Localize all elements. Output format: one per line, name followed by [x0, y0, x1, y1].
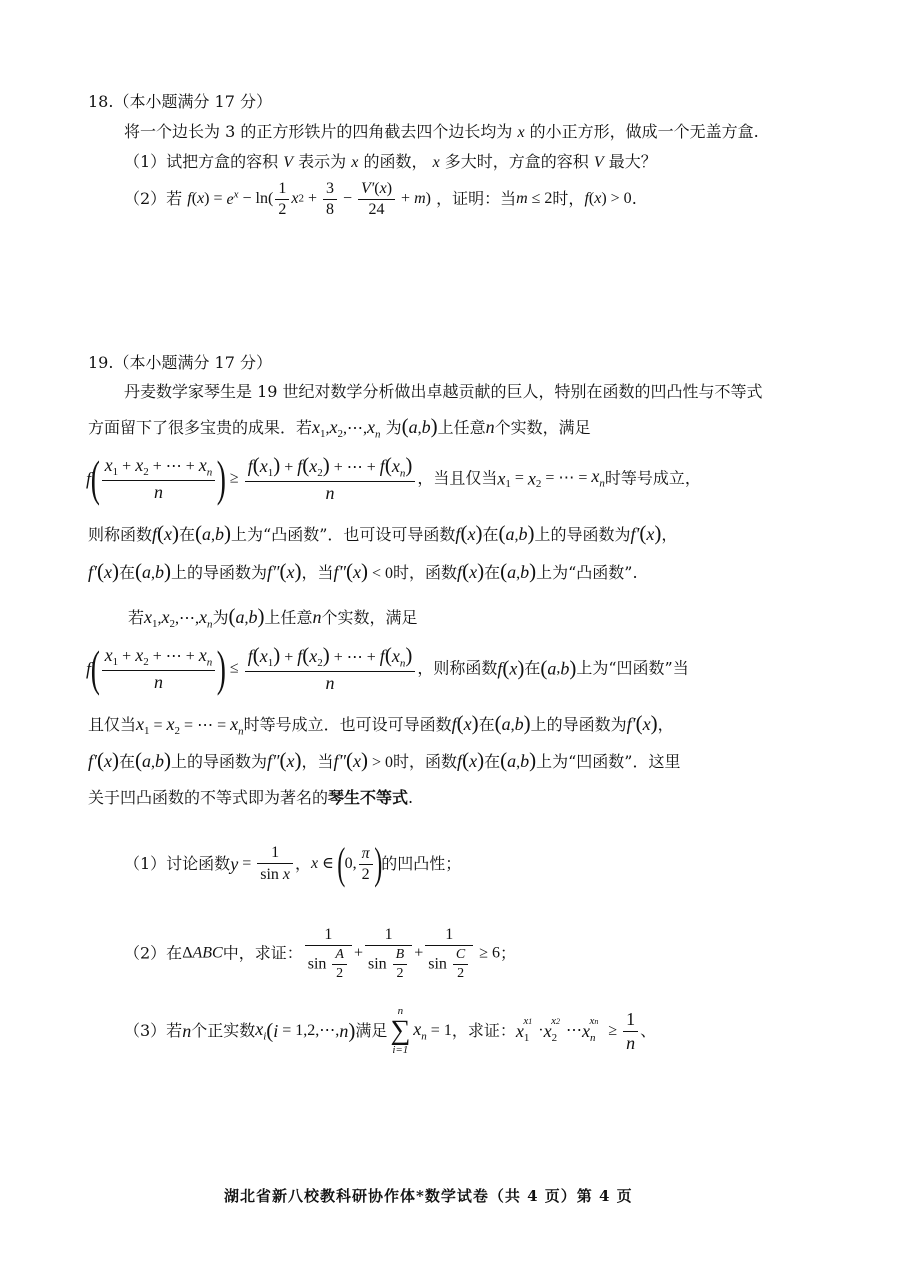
q18-part-1: （1）试把方盒的容积 V 表示为 x 的函数， x 多大时，方盒的容积 V 最大？ [124, 152, 657, 171]
convex-inequality-formula: f( $\frac{x_1 + x_2 + \cdots + x_n}{n}$ ) ≥ $\frac{f(x_1) + f(x_2) + \cdots + f(x_n)}{n}$ ，当且仅当$x_1 = x_2$ = ⋯ = $x_n$时等号成立， [86, 450, 701, 507]
q19-convex-definition: 则称函数f(x)在(a,b)上为“凸函数”．也可设可导函数f(x)在(a,b)上的导函数为f′(x)， [88, 521, 678, 545]
q18-heading: 18.（本小题满分 17 分） [88, 92, 272, 111]
q19-heading: 19.（本小题满分 17 分） [88, 353, 272, 372]
jensen-inequality-term: 琴生不等式 [328, 788, 409, 807]
q18-intro: 将一个边长为 3 的正方形铁片的四角截去四个边长均为 x 的小正方形，做成一个无盖方盒. [124, 122, 759, 141]
q19-jensen-note: 关于凹凸函数的不等式即为著名的琴生不等式. [88, 788, 414, 807]
q19-sub-1: （1）讨论函数y = $\frac{1}{\text{sin x}}$ ，x ∈ (0, $\frac{\pi}{2}$ )的凹凸性； [124, 839, 462, 888]
q19-convex-second-derivative: f′(x)在(a,b)上的导函数为f″(x)，当f″(x) < 0时，函数f(x)在(a,b)上为“凸函数”. [88, 559, 638, 583]
q19-concave-definition: 且仅当$x_1 = x_2$ = ⋯ = $x_n$时等号成立．也可设可导函数f(x)在(a,b)上的导函数为f′(x)， [88, 711, 674, 738]
q19-concave-second-derivative: f′(x)在(a,b)上的导函数为f″(x)，当f″(x) > 0时，函数f(x)在(a,b)上为“凹函数”．这里 [88, 748, 681, 772]
q19-sub-3: （3）若n个正实数$x_i(i$ = 1,2,⋯,n)满足 n ∑ i=1 $x_n = 1$，求证：$x_1^{x1}\cdot x_2^{x2}\cdots x_n^{xn}$ ≥ $\frac{1}{n}$ 、 [124, 1005, 657, 1056]
q19-concave-intro: 若$x_1,x_2,\cdots,x_n$为(a,b)上任意n个实数，满足 [128, 604, 418, 631]
summation-symbol: n ∑ i=1 [390, 1005, 411, 1056]
q18-part-2: （2）若 $f(x) = e^x - \ln$( $\frac{1}{2}$ x2 + $\frac{3}{8}$ − $\frac{V'(x)}{24}$ + m) ，证明：当m ≤ 2时，f(x) > 0. [124, 179, 637, 218]
q18-function-definition: f [187, 190, 192, 207]
concave-inequality-formula: f( $\frac{x_1 + x_2 + \cdots + x_n}{n}$ ) ≤ $\frac{f(x_1) + f(x_2) + \cdots + f(x_n)}{n}$ ，则称函数f(x)在(a,b)上为“凹函数”当 [86, 640, 689, 697]
q19-intro-line-2: 方面留下了很多宝贵的成果．若$x_1,x_2,\cdots,x_n$ 为(a,b)上任意n个实数，满足 [88, 414, 591, 441]
page-footer: 湖北省新八校教科研协作体*数学试卷（共 4 页）第 4 页 [224, 1187, 633, 1205]
q19-sub-2: （2）在ΔABC中，求证： 1 sin $\frac{A}{2}$ + 1 sin $\frac{B}{2}$ + 1 sin $\frac{C}{2}$ ≥ 6； [124, 926, 517, 981]
q19-intro-line-1: 丹麦数学家琴生是 19 世纪对数学分析做出卓越贡献的巨人，特别在函数的凹凸性与不等式 [124, 382, 763, 401]
